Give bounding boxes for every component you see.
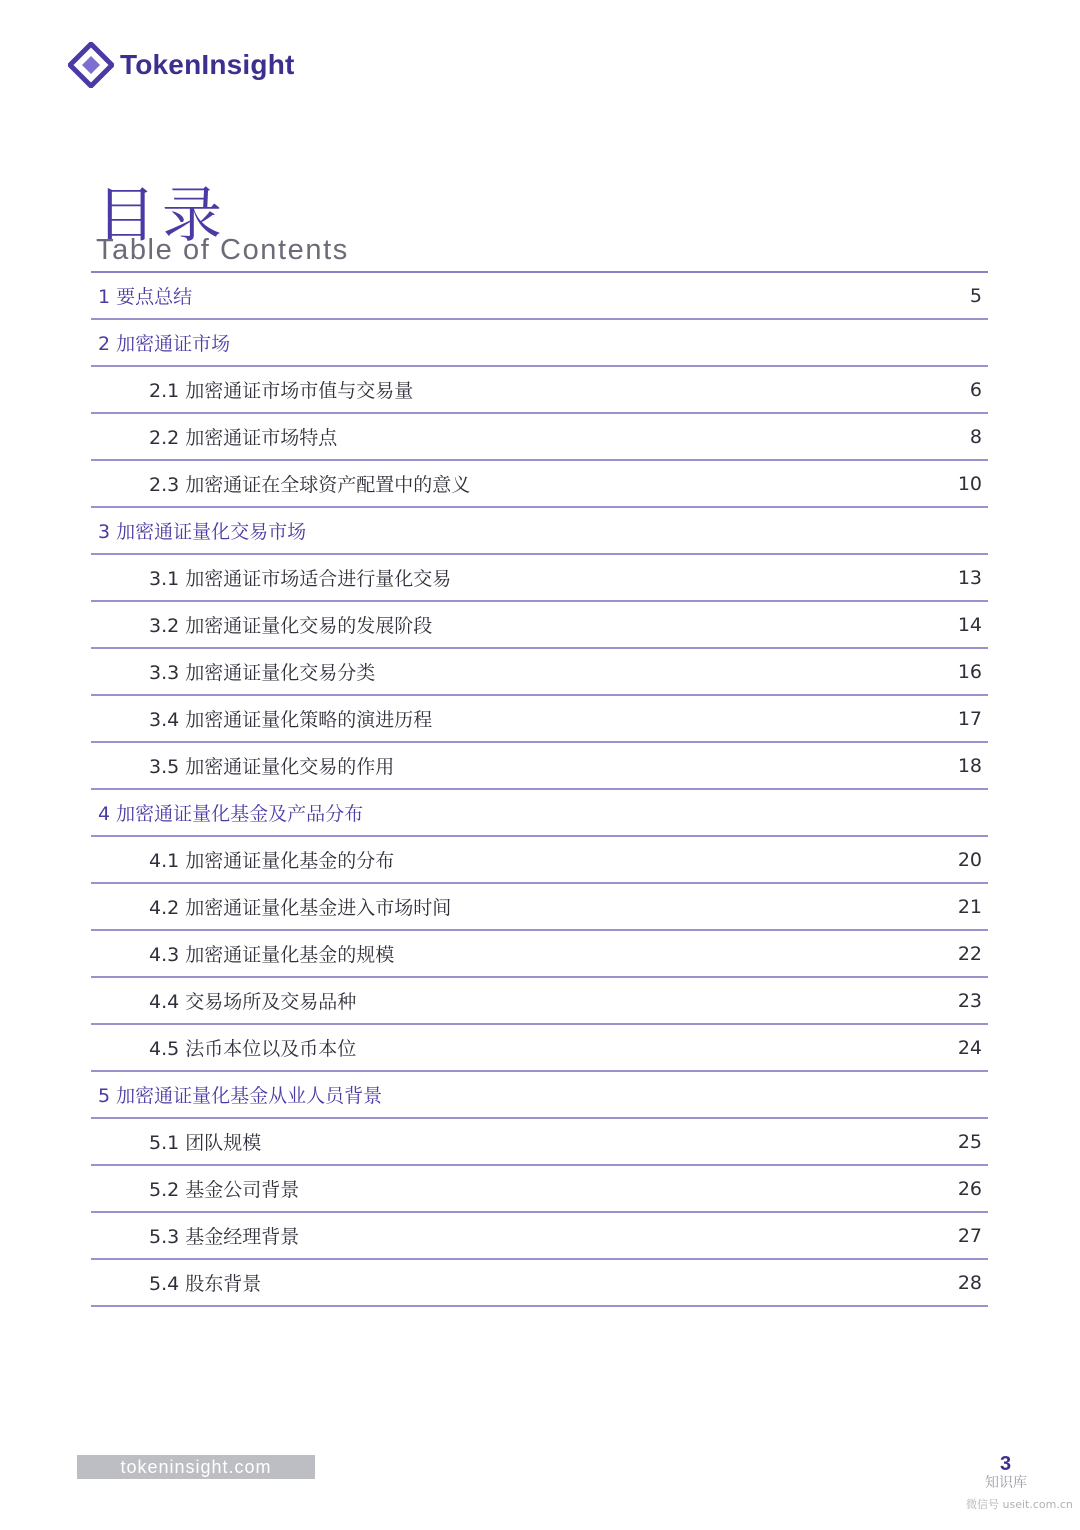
page-title: 目录 [96, 181, 228, 251]
toc-entry-label: 3.4 加密通证量化策略的演进历程 [149, 709, 433, 731]
toc-section-row[interactable] [91, 273, 988, 320]
toc-subsection-row[interactable] [91, 884, 988, 931]
toc-subsection-row[interactable] [91, 931, 988, 978]
toc-subsection-row[interactable] [91, 1119, 988, 1166]
toc-entry-page: 27 [957, 1224, 982, 1247]
toc-section-row[interactable] [91, 790, 988, 837]
watermark-sub: 微信号 useit.com.cn [966, 1498, 1073, 1511]
toc-subsection-row[interactable] [91, 555, 988, 602]
watermark: 知识库 [985, 1475, 1027, 1491]
toc-subsection-row[interactable] [91, 461, 988, 508]
toc-entry-page: 10 [957, 472, 982, 495]
toc-entry-page: 21 [957, 895, 982, 918]
toc-entry-label: 5.3 基金经理背景 [149, 1226, 300, 1248]
toc-entry-page: 26 [957, 1177, 982, 1200]
toc-section-row[interactable] [91, 508, 988, 555]
toc-entry-page: 16 [957, 660, 982, 683]
toc-entry-page: 6 [969, 378, 982, 401]
toc-entry-page: 25 [957, 1130, 982, 1153]
toc-entry-page: 24 [957, 1036, 982, 1059]
brand-name: TokenInsight [120, 49, 295, 80]
toc-subsection-row[interactable] [91, 649, 988, 696]
toc-entry-label: 3.1 加密通证市场适合进行量化交易 [149, 568, 452, 590]
page-number: 3 [1000, 1453, 1012, 1475]
toc-entry-label: 4.1 加密通证量化基金的分布 [149, 850, 395, 872]
page-subtitle: Table of Contents [96, 234, 349, 266]
toc-entry-page: 28 [957, 1271, 982, 1294]
footer-url: tokeninsight.com [77, 1455, 315, 1479]
toc-entry-page: 22 [957, 942, 982, 965]
toc-section-row[interactable] [91, 320, 988, 367]
tokeninsight-logo-icon [68, 42, 114, 88]
toc-entry-page: 8 [969, 425, 982, 448]
toc-subsection-row[interactable] [91, 1213, 988, 1260]
toc-entry-label: 4.5 法币本位以及币本位 [149, 1038, 357, 1060]
toc-entry-page: 23 [957, 989, 982, 1012]
toc-subsection-row[interactable] [91, 837, 988, 884]
tokeninsight-logo [68, 42, 295, 88]
toc-entry-page: 17 [957, 707, 982, 730]
toc-entry-label: 4.3 加密通证量化基金的规模 [149, 944, 395, 966]
toc-entry-label: 5.4 股东背景 [149, 1273, 262, 1295]
toc-entry-label: 2.1 加密通证市场市值与交易量 [149, 380, 414, 402]
toc-entry-label: 4.2 加密通证量化基金进入市场时间 [149, 897, 452, 919]
toc-entry-page: 13 [957, 566, 982, 589]
toc-entry-label: 5 加密通证量化基金从业人员背景 [98, 1085, 383, 1107]
toc-entry-label: 3 加密通证量化交易市场 [98, 521, 307, 543]
toc-entry-page: 20 [957, 848, 982, 871]
toc-entry-label: 2.3 加密通证在全球资产配置中的意义 [149, 474, 471, 496]
toc-subsection-row[interactable] [91, 367, 988, 414]
table-of-contents [91, 271, 988, 1307]
toc-subsection-row[interactable] [91, 743, 988, 790]
toc-entry-page: 5 [969, 284, 982, 307]
toc-entry-label: 4 加密通证量化基金及产品分布 [98, 803, 364, 825]
toc-subsection-row[interactable] [91, 414, 988, 461]
toc-entry-label: 2.2 加密通证市场特点 [149, 427, 338, 449]
toc-entry-label: 2 加密通证市场 [98, 333, 231, 355]
toc-subsection-row[interactable] [91, 696, 988, 743]
toc-entry-label: 5.2 基金公司背景 [149, 1179, 300, 1201]
toc-subsection-row[interactable] [91, 978, 988, 1025]
toc-entry-page: 14 [957, 613, 982, 636]
toc-entry-label: 5.1 团队规模 [149, 1132, 262, 1154]
toc-subsection-row[interactable] [91, 1166, 988, 1213]
toc-entry-label: 3.2 加密通证量化交易的发展阶段 [149, 615, 433, 637]
toc-entry-page: 18 [957, 754, 982, 777]
toc-subsection-row[interactable] [91, 1260, 988, 1307]
toc-entry-label: 1 要点总结 [98, 286, 193, 308]
toc-entry-label: 4.4 交易场所及交易品种 [149, 991, 357, 1013]
toc-subsection-row[interactable] [91, 602, 988, 649]
toc-entry-label: 3.5 加密通证量化交易的作用 [149, 756, 395, 778]
toc-section-row[interactable] [91, 1072, 988, 1119]
toc-entry-label: 3.3 加密通证量化交易分类 [149, 662, 376, 684]
toc-subsection-row[interactable] [91, 1025, 988, 1072]
